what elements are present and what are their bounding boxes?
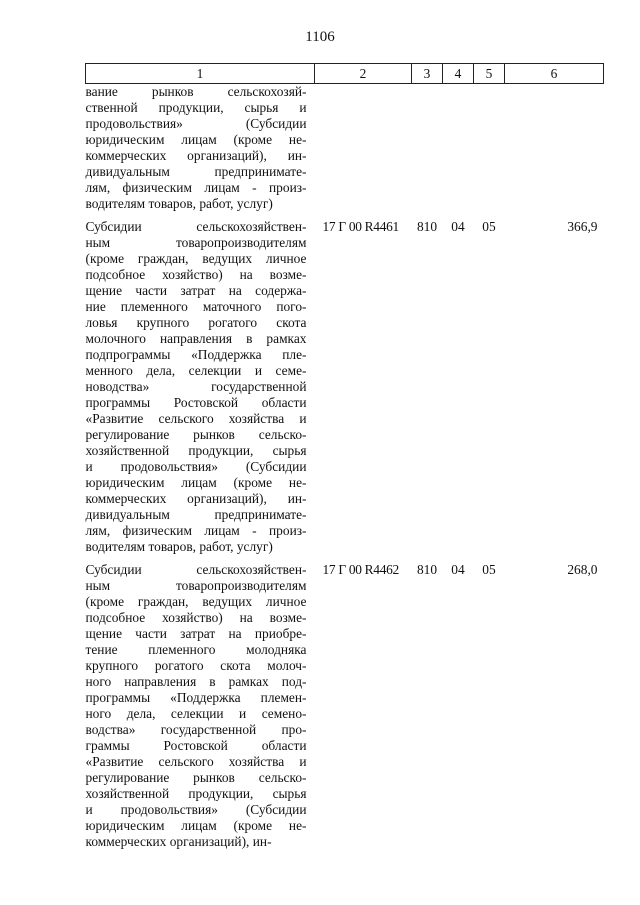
table-row (86, 212, 604, 555)
row-subsection (474, 84, 505, 213)
row-description (86, 84, 315, 213)
row-section: 04 (451, 562, 465, 577)
row-section: 04 (451, 219, 465, 234)
row-csr-code (315, 84, 412, 213)
row-amount (505, 84, 604, 213)
description-line: ного направления в рамках под- (85, 674, 307, 689)
description-line: коммерческих организаций), ин- (85, 491, 307, 506)
description-line: ловья крупного рогатого скота (85, 315, 307, 330)
description-line: дивидуальным предпринимате- (85, 507, 307, 522)
description-line: юридическим лицам (кроме не- (85, 475, 307, 490)
table-row (86, 555, 604, 850)
description-line: граммы Ростовской области (85, 738, 307, 753)
description-line: коммерческих организаций), ин- (85, 148, 307, 163)
description-line: регулирование рынков сельско- (85, 770, 307, 785)
description-line: «Развитие сельского хозяйства и (85, 754, 307, 769)
column-header-3: 3 (412, 64, 443, 84)
row-description (86, 555, 315, 850)
description-line: «Развитие сельского хозяйства и (85, 411, 307, 426)
description-line: подсобное хозяйство) на возме- (85, 267, 307, 282)
description-line: юридическим лицам (кроме не- (85, 132, 307, 147)
row-expense-type (412, 84, 443, 213)
description-line: ным товаропроизводителям (85, 235, 307, 250)
column-header-5: 5 (474, 64, 505, 84)
row-expense-type: 810 (416, 562, 438, 577)
description-line: щение части затрат на содержа- (85, 283, 307, 298)
row-amount: 268,0 (567, 562, 598, 577)
description-line: программы «Поддержка племен- (85, 690, 307, 705)
description-line: регулирование рынков сельско- (85, 427, 307, 442)
row-subsection: 05 (482, 219, 496, 234)
column-header-1: 1 (86, 64, 315, 84)
description-line: молочного направления в рамках (85, 331, 307, 346)
description-line: вание рынков сельскохозяй- (85, 84, 307, 99)
budget-table (85, 63, 604, 850)
description-line: крупного рогатого скота молоч- (85, 658, 307, 673)
description-line: продовольствия» (Субсидии (85, 116, 307, 131)
description-line: дивидуальным предпринимате- (85, 164, 307, 179)
description-line: щение части затрат на приобре- (85, 626, 307, 641)
row-subsection: 05 (482, 562, 496, 577)
row-description (86, 212, 315, 555)
table-body (86, 84, 604, 851)
row-section (443, 84, 474, 213)
row-amount: 366,9 (567, 219, 598, 234)
row-expense-type: 810 (416, 219, 438, 234)
column-header-4: 4 (443, 64, 474, 84)
description-line: программы Ростовской области (85, 395, 307, 410)
row-csr-code: 17 Г 00 R4462 (322, 562, 399, 577)
table-row (86, 84, 604, 213)
description-line: ние племенного маточного пого- (85, 299, 307, 314)
description-line: хозяйственной продукции, сырья (85, 443, 307, 458)
description-line: юридическим лицам (кроме не- (85, 818, 307, 833)
description-line: хозяйственной продукции, сырья (85, 786, 307, 801)
page-number: 1106 (305, 29, 335, 45)
description-line: менного дела, селекции и семе- (85, 363, 307, 378)
description-line: Субсидии сельскохозяйствен- (85, 219, 307, 234)
column-header-2: 2 (315, 64, 412, 84)
column-header-6: 6 (505, 64, 604, 84)
description-line: (кроме граждан, ведущих личное (85, 594, 307, 609)
description-line: подсобное хозяйство) на возме- (85, 610, 307, 625)
description-line: новодства» государственной (85, 379, 307, 394)
description-line: лям, физическим лицам - произ- (85, 180, 307, 195)
description-line: и продовольствия» (Субсидии (85, 802, 307, 817)
description-line: ным товаропроизводителям (85, 578, 307, 593)
description-line: коммерческих организаций), ин- (85, 834, 272, 849)
description-line: водителям товаров, работ, услуг) (85, 196, 273, 211)
description-line: (кроме граждан, ведущих личное (85, 251, 307, 266)
description-line: подпрограммы «Поддержка пле- (85, 347, 307, 362)
description-line: лям, физическим лицам - произ- (85, 523, 307, 538)
row-csr-code: 17 Г 00 R4461 (322, 219, 399, 234)
description-line: тение племенного молодняка (85, 642, 307, 657)
description-line: ственной продукции, сырья и (85, 100, 307, 115)
description-line: Субсидии сельскохозяйствен- (85, 562, 307, 577)
description-line: водителям товаров, работ, услуг) (85, 539, 273, 554)
description-line: и продовольствия» (Субсидии (85, 459, 307, 474)
description-line: ного дела, селекции и семено- (85, 706, 307, 721)
description-line: водства» государственной про- (85, 722, 307, 737)
header-row (86, 64, 604, 84)
